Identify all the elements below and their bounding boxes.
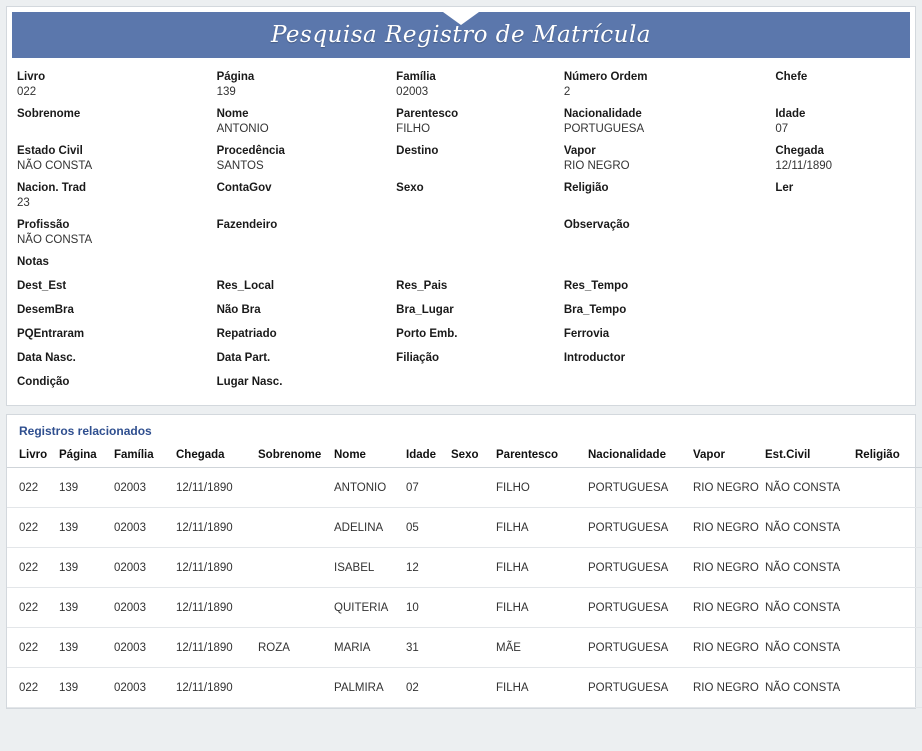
field-chefe bbox=[765, 66, 915, 103]
field-row bbox=[7, 275, 915, 299]
table-cell: 022 bbox=[7, 468, 55, 508]
field-vapor bbox=[554, 140, 766, 177]
field-label: Idade bbox=[775, 108, 806, 120]
field-label: Família bbox=[396, 71, 436, 83]
table-cell: 022 bbox=[7, 508, 55, 548]
field-label: Parentesco bbox=[396, 108, 459, 120]
table-cell bbox=[254, 508, 330, 548]
field-label: Número Ordem bbox=[563, 71, 648, 83]
field-label: Res_Local bbox=[216, 280, 275, 292]
table-cell bbox=[851, 668, 922, 708]
table-cell: 12/11/1890 bbox=[172, 468, 254, 508]
field-empty bbox=[765, 347, 915, 371]
field-value: ANTONIO bbox=[216, 123, 269, 135]
field-row bbox=[7, 214, 915, 251]
column-header[interactable]: Sobrenome bbox=[254, 446, 330, 468]
field-row bbox=[7, 299, 915, 323]
field-label: Chegada bbox=[775, 145, 824, 157]
table-cell: 02003 bbox=[110, 468, 172, 508]
field-lugar-nasc bbox=[207, 371, 387, 395]
table-cell bbox=[447, 548, 492, 588]
field-n-o-bra bbox=[207, 299, 387, 323]
table-cell: 12/11/1890 bbox=[172, 508, 254, 548]
table-cell bbox=[447, 628, 492, 668]
table-row[interactable] bbox=[7, 508, 922, 548]
field-label: Religião bbox=[563, 182, 609, 194]
field-row bbox=[7, 140, 915, 177]
field-bra-tempo bbox=[554, 299, 766, 323]
table-cell: 02003 bbox=[110, 588, 172, 628]
column-header[interactable]: Sexo bbox=[447, 446, 492, 468]
field-value: RIO NEGRO bbox=[563, 160, 630, 172]
field-label: Vapor bbox=[563, 145, 596, 157]
field-livro bbox=[7, 66, 207, 103]
table-cell bbox=[254, 668, 330, 708]
field-notas bbox=[7, 251, 207, 275]
table-cell: FILHO bbox=[492, 468, 584, 508]
field-label: Não Bra bbox=[216, 304, 261, 316]
field-empty bbox=[765, 251, 915, 275]
field-religi-o bbox=[554, 177, 766, 214]
table-cell: 022 bbox=[7, 548, 55, 588]
field-row bbox=[7, 66, 915, 103]
table-cell: NÃO CONSTA bbox=[761, 628, 851, 668]
field-filia-o bbox=[386, 347, 554, 371]
table-cell: ROZA bbox=[254, 628, 330, 668]
field-value: NÃO CONSTA bbox=[17, 234, 93, 246]
field-label: Repatriado bbox=[216, 328, 277, 340]
field-empty bbox=[765, 371, 915, 395]
field-pqentraram bbox=[7, 323, 207, 347]
field-label: Bra_Tempo bbox=[563, 304, 627, 316]
field-row bbox=[7, 347, 915, 371]
table-header-row bbox=[7, 446, 922, 468]
table-cell: PORTUGUESA bbox=[584, 508, 689, 548]
field-label: Observação bbox=[563, 219, 630, 231]
field-n-mero-ordem bbox=[554, 66, 766, 103]
field-destino bbox=[386, 140, 554, 177]
field-data-nasc bbox=[7, 347, 207, 371]
field-label: ContaGov bbox=[216, 182, 272, 194]
table-cell: 12 bbox=[402, 548, 447, 588]
field-label: Condição bbox=[17, 376, 70, 388]
table-cell: PORTUGUESA bbox=[584, 588, 689, 628]
table-body bbox=[7, 468, 922, 708]
field-ler bbox=[765, 177, 915, 214]
table-cell: 139 bbox=[55, 508, 110, 548]
field-porto-emb bbox=[386, 323, 554, 347]
field-sobrenome bbox=[7, 103, 207, 140]
table-cell: 02003 bbox=[110, 548, 172, 588]
field-row bbox=[7, 103, 915, 140]
table-row[interactable] bbox=[7, 548, 922, 588]
field-empty bbox=[386, 251, 554, 275]
field-row bbox=[7, 371, 915, 395]
field-value: FILHO bbox=[396, 123, 431, 135]
field-ferrovia bbox=[554, 323, 766, 347]
table-cell: PORTUGUESA bbox=[584, 548, 689, 588]
table-cell: 07 bbox=[402, 468, 447, 508]
field-label: Ferrovia bbox=[563, 328, 610, 340]
table-cell: NÃO CONSTA bbox=[761, 508, 851, 548]
field-p-gina bbox=[207, 66, 387, 103]
field-res-pais bbox=[386, 275, 554, 299]
table-cell: 02003 bbox=[110, 628, 172, 668]
table-row[interactable] bbox=[7, 668, 922, 708]
field-condi-o bbox=[7, 371, 207, 395]
field-row bbox=[7, 251, 915, 275]
field-label: Bra_Lugar bbox=[396, 304, 454, 316]
footer-strip bbox=[0, 740, 922, 751]
field-value: 022 bbox=[17, 86, 37, 98]
field-chegada bbox=[765, 140, 915, 177]
table-cell: 02003 bbox=[110, 508, 172, 548]
field-proced-ncia bbox=[207, 140, 387, 177]
field-value: 23 bbox=[17, 197, 30, 209]
field-estado-civil bbox=[7, 140, 207, 177]
field-value: 139 bbox=[216, 86, 236, 98]
table-row[interactable] bbox=[7, 588, 922, 628]
field-empty bbox=[554, 371, 766, 395]
page-title: Pesquisa Registro de Matrícula bbox=[270, 22, 652, 48]
field-row bbox=[7, 323, 915, 347]
table-cell bbox=[254, 588, 330, 628]
field-label: Sobrenome bbox=[17, 108, 81, 120]
field-label: Sexo bbox=[396, 182, 424, 194]
table-cell: FILHA bbox=[492, 588, 584, 628]
table-cell: MARIA bbox=[330, 628, 402, 668]
table-cell: 12/11/1890 bbox=[172, 668, 254, 708]
field-introductor bbox=[554, 347, 766, 371]
table-cell: PORTUGUESA bbox=[584, 468, 689, 508]
table-cell: NÃO CONSTA bbox=[761, 588, 851, 628]
field-sexo bbox=[386, 177, 554, 214]
related-records-title: Registros relacionados bbox=[19, 424, 152, 438]
field-label: Res_Pais bbox=[396, 280, 448, 292]
field-empty bbox=[386, 214, 554, 251]
field-label: Nacion. Trad bbox=[17, 182, 87, 194]
table-cell: 139 bbox=[55, 468, 110, 508]
column-header[interactable]: Religião bbox=[851, 446, 922, 468]
field-label: Fazendeiro bbox=[216, 219, 278, 231]
column-header[interactable]: Nome bbox=[330, 446, 402, 468]
field-value: 12/11/1890 bbox=[775, 160, 833, 172]
field-label: Filiação bbox=[396, 352, 439, 364]
table-cell: RIO NEGRO bbox=[689, 548, 761, 588]
field-nacionalidade bbox=[554, 103, 766, 140]
column-header[interactable]: Livro bbox=[7, 446, 55, 468]
field-empty bbox=[765, 275, 915, 299]
column-header[interactable]: Família bbox=[110, 446, 172, 468]
table-cell: PORTUGUESA bbox=[584, 668, 689, 708]
field-label: Res_Tempo bbox=[563, 280, 629, 292]
field-value: SANTOS bbox=[216, 160, 264, 172]
field-empty bbox=[765, 214, 915, 251]
table-cell: 31 bbox=[402, 628, 447, 668]
field-idade bbox=[765, 103, 915, 140]
table-cell: FILHA bbox=[492, 548, 584, 588]
record-fields bbox=[6, 58, 916, 406]
table-cell bbox=[447, 468, 492, 508]
table-cell bbox=[254, 468, 330, 508]
column-header[interactable]: Página bbox=[55, 446, 110, 468]
field-repatriado bbox=[207, 323, 387, 347]
table-cell bbox=[447, 588, 492, 628]
field-fazendeiro bbox=[207, 214, 387, 251]
field-label: Procedência bbox=[216, 145, 285, 157]
field-label: Lugar Nasc. bbox=[216, 376, 283, 388]
field-label: PQEntraram bbox=[17, 328, 85, 340]
table-cell: MÃE bbox=[492, 628, 584, 668]
field-data-part bbox=[207, 347, 387, 371]
table-cell: 02 bbox=[402, 668, 447, 708]
table-cell: 139 bbox=[55, 628, 110, 668]
field-label: Dest_Est bbox=[17, 280, 67, 292]
field-label: Estado Civil bbox=[17, 145, 83, 157]
field-label: Introductor bbox=[563, 352, 626, 364]
table-cell bbox=[851, 548, 922, 588]
table-cell bbox=[851, 468, 922, 508]
field-label: Notas bbox=[17, 256, 49, 268]
table-cell: NÃO CONSTA bbox=[761, 668, 851, 708]
table-cell: FILHA bbox=[492, 668, 584, 708]
table-row[interactable] bbox=[7, 468, 922, 508]
table-cell: ISABEL bbox=[330, 548, 402, 588]
field-res-local bbox=[207, 275, 387, 299]
field-contagov bbox=[207, 177, 387, 214]
table-cell: 05 bbox=[402, 508, 447, 548]
table-cell: RIO NEGRO bbox=[689, 668, 761, 708]
table-cell: 022 bbox=[7, 668, 55, 708]
table-cell: 139 bbox=[55, 548, 110, 588]
field-empty bbox=[765, 299, 915, 323]
table-cell: 139 bbox=[55, 588, 110, 628]
table-cell: 022 bbox=[7, 588, 55, 628]
field-label: Chefe bbox=[775, 71, 808, 83]
table-cell: 139 bbox=[55, 668, 110, 708]
field-value: PORTUGUESA bbox=[563, 123, 645, 135]
field-value: 07 bbox=[775, 123, 789, 135]
table-cell: PORTUGUESA bbox=[584, 628, 689, 668]
table-cell: PALMIRA bbox=[330, 668, 402, 708]
field-empty bbox=[207, 251, 387, 275]
field-empty bbox=[554, 251, 766, 275]
column-header[interactable]: Chegada bbox=[172, 446, 254, 468]
field-value: NÃO CONSTA bbox=[17, 160, 93, 172]
field-value: 2 bbox=[563, 86, 571, 98]
field-label: Data Part. bbox=[216, 352, 271, 364]
table-cell: 022 bbox=[7, 628, 55, 668]
table-cell: RIO NEGRO bbox=[689, 588, 761, 628]
field-bra-lugar bbox=[386, 299, 554, 323]
related-records-card bbox=[6, 414, 916, 709]
field-label: Nacionalidade bbox=[563, 108, 642, 120]
field-label: Data Nasc. bbox=[17, 352, 76, 364]
table-cell: RIO NEGRO bbox=[689, 628, 761, 668]
table-cell bbox=[851, 508, 922, 548]
title-notch-icon bbox=[443, 12, 479, 25]
column-header[interactable]: Vapor bbox=[689, 446, 761, 468]
field-label: DesemBra bbox=[17, 304, 74, 316]
field-fam-lia bbox=[386, 66, 554, 103]
table-cell bbox=[851, 628, 922, 668]
table-cell: NÃO CONSTA bbox=[761, 468, 851, 508]
field-label: Livro bbox=[17, 71, 46, 83]
table-cell bbox=[851, 588, 922, 628]
table-cell: 12/11/1890 bbox=[172, 588, 254, 628]
table-cell bbox=[254, 548, 330, 588]
table-cell: RIO NEGRO bbox=[689, 468, 761, 508]
table-cell: NÃO CONSTA bbox=[761, 548, 851, 588]
table-cell: QUITERIA bbox=[330, 588, 402, 628]
table-cell: 12/11/1890 bbox=[172, 628, 254, 668]
field-label: Destino bbox=[396, 145, 439, 157]
field-empty bbox=[765, 323, 915, 347]
field-dest-est bbox=[7, 275, 207, 299]
table-cell bbox=[447, 668, 492, 708]
table-cell: 12/11/1890 bbox=[172, 548, 254, 588]
field-label: Profissão bbox=[17, 219, 70, 231]
field-profiss-o bbox=[7, 214, 207, 251]
field-nome bbox=[207, 103, 387, 140]
field-empty bbox=[386, 371, 554, 395]
table-row[interactable] bbox=[7, 628, 922, 668]
page-title-bar bbox=[12, 12, 910, 58]
table-cell: 02003 bbox=[110, 668, 172, 708]
table-cell: FILHA bbox=[492, 508, 584, 548]
column-header[interactable]: Nacionalidade bbox=[584, 446, 689, 468]
record-header-card bbox=[6, 6, 916, 58]
related-records-table bbox=[7, 446, 922, 708]
table-cell bbox=[447, 508, 492, 548]
field-value: 02003 bbox=[396, 86, 429, 98]
field-label: Porto Emb. bbox=[396, 328, 458, 340]
field-res-tempo bbox=[554, 275, 766, 299]
table-cell: ADELINA bbox=[330, 508, 402, 548]
field-parentesco bbox=[386, 103, 554, 140]
column-header[interactable]: Parentesco bbox=[492, 446, 584, 468]
field-observa-o bbox=[554, 214, 766, 251]
field-desembra bbox=[7, 299, 207, 323]
table-cell: RIO NEGRO bbox=[689, 508, 761, 548]
column-header[interactable]: Idade bbox=[402, 446, 447, 468]
table-cell: ANTONIO bbox=[330, 468, 402, 508]
field-label: Ler bbox=[775, 182, 794, 194]
field-nacion-trad bbox=[7, 177, 207, 214]
table-cell: 10 bbox=[402, 588, 447, 628]
column-header[interactable]: Est.Civil bbox=[761, 446, 851, 468]
field-row bbox=[7, 177, 915, 214]
field-label: Nome bbox=[216, 108, 249, 120]
field-label: Página bbox=[216, 71, 255, 83]
